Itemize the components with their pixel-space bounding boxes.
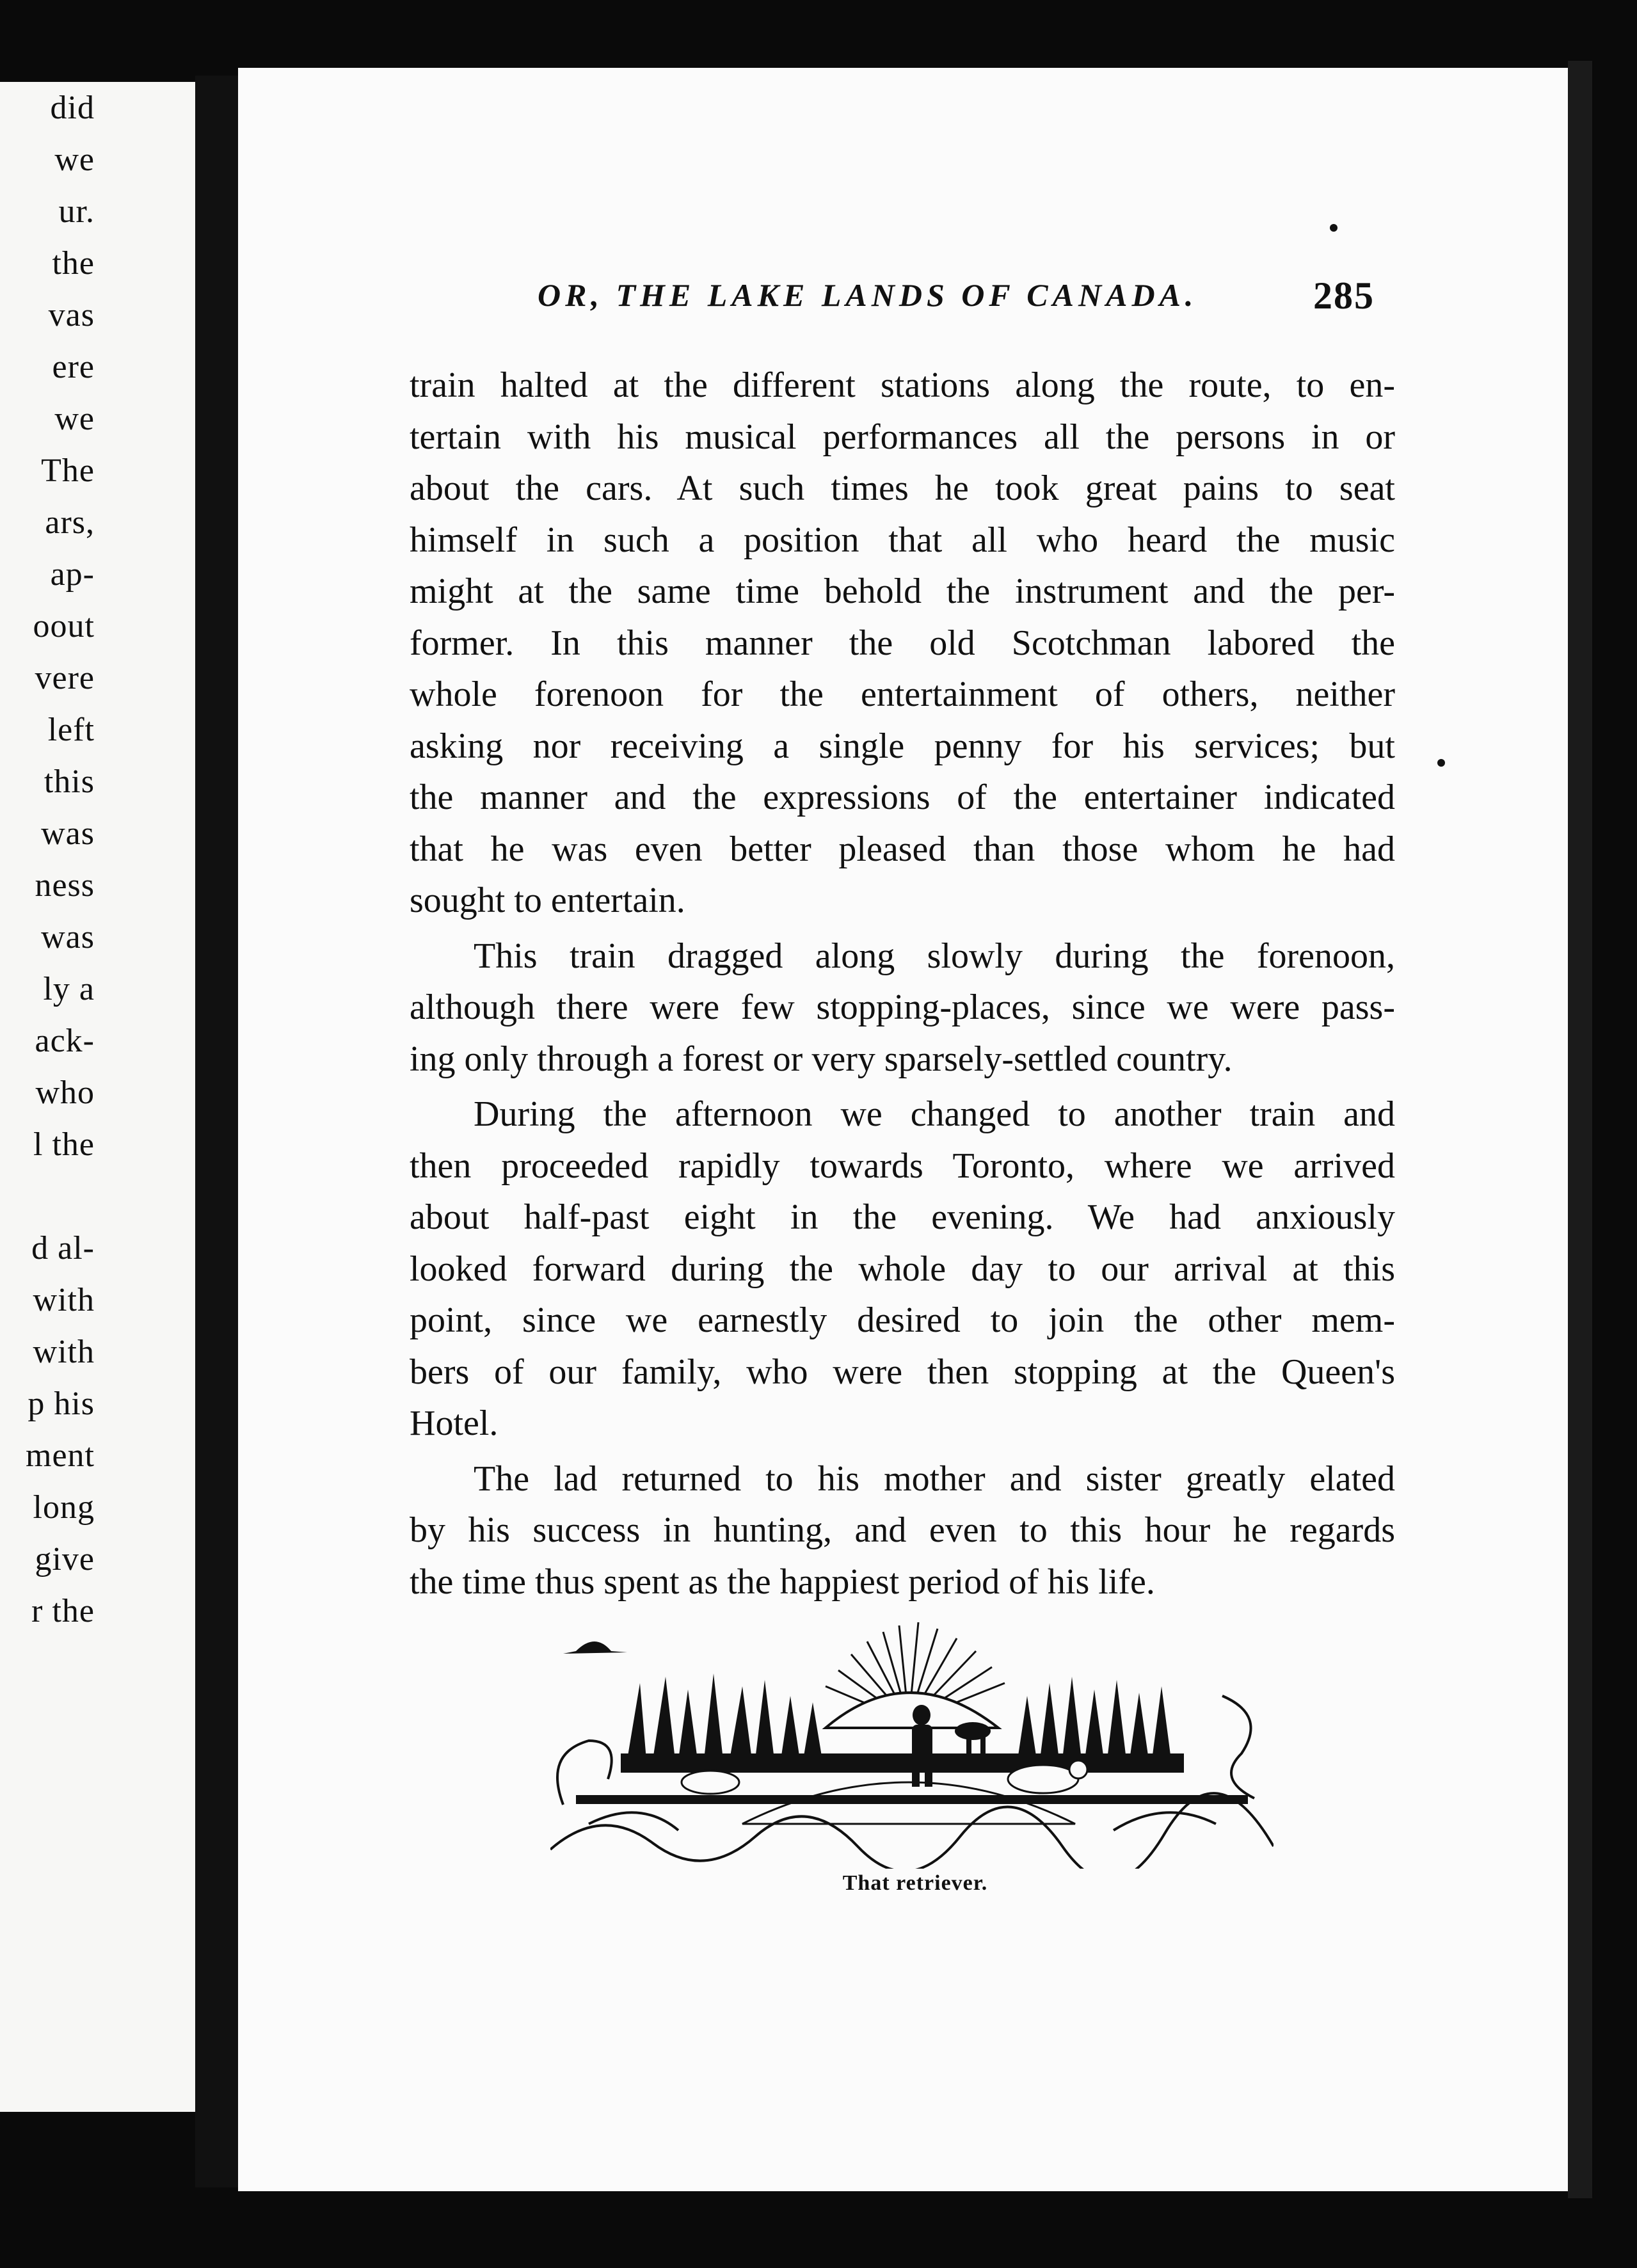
left-page-fragment-line: long [33,1489,95,1526]
text-line: looked forward during the whole day to our arrival at this [410,1249,1395,1289]
running-head: OR, THE LAKE LANDS OF CANADA. [538,277,1198,313]
text-line: although there were few stopping-places, since we were pass- [410,987,1395,1027]
text-line: then proceeded rapidly towards Toronto, where we arrived [410,1146,1395,1186]
body-text [410,360,1395,1608]
paragraph [410,1089,1395,1449]
left-page-fragment-line: ack- [35,1023,95,1059]
page-edge-shadow [1568,61,1592,2198]
left-page-fragment-line: The [41,452,95,489]
text-line: former. In this manner the old Scotchman labored the [410,623,1395,663]
left-page-fragment-line: ment [26,1437,95,1474]
left-page-fragment-line: oout [33,608,95,644]
text-line: asking nor receiving a single penny for his services; but [410,726,1395,766]
left-page-fragment-line: who [35,1074,95,1111]
text-line: Hotel. [410,1403,499,1443]
left-page-fragment-line: p his [28,1386,95,1422]
text-line: might at the same time behold the instrument and the per- [410,571,1395,611]
text-line: himself in such a position that all who heard the music [410,520,1395,560]
left-page-fragment [0,82,195,2112]
text-line: This train dragged along slowly during the forenoon, [474,936,1395,976]
text-line: The lad returned to his mother and sister greatly elated [474,1458,1395,1499]
text-line: whole forenoon for the entertainment of others, neither [410,675,1395,714]
ink-speck [1330,224,1338,232]
illustration-caption: That retriever. [842,1871,988,1895]
left-page-fragment-line: ars, [45,504,95,541]
left-page-fragment-line: ur. [58,193,95,230]
left-page-fragment-line [0,1170,95,1222]
paragraph [410,360,1395,927]
left-page-fragment-line: vas [48,297,95,333]
left-page-fragment-line: with [33,1334,95,1370]
left-page-fragment-line: ness [35,867,95,904]
left-page-fragment-line: ly a [43,971,95,1007]
text-line: bers of our family, who were then stopping at the Queen's [410,1352,1395,1392]
left-page-fragment-line: we [54,141,95,178]
left-page-fragment-line: ere [52,349,95,385]
left-page-fragment-line: with [33,1282,95,1318]
book-gutter [195,76,240,2187]
left-page-fragment-line: l the [33,1126,95,1163]
paragraph [410,1453,1395,1608]
text-line: about half-past eight in the evening. We had anxiously [410,1197,1395,1237]
page-number: 285 [1313,275,1375,317]
text-line: about the cars. At such times he took great pains to seat [410,468,1395,508]
left-page-fragment-line: left [47,712,95,748]
text-line: sought to entertain. [410,881,685,920]
ink-speck [1437,759,1445,767]
left-page-fragment-line: was [41,919,95,955]
text-line: train halted at the different stations along the route, to en- [410,365,1395,405]
left-page-fragment-line: did [50,90,95,126]
left-page-fragment-line: give [35,1541,95,1577]
text-line: ing only through a forest or very sparsely-settled country. [410,1039,1233,1079]
text-line: by his success in hunting, and even to this hour he regards [410,1510,1395,1550]
left-page-fragment-line: d al- [31,1230,95,1266]
paragraph [410,930,1395,1085]
text-line: tertain with his musical performances all the persons in or [410,417,1395,457]
left-page-fragment-line: vere [35,660,95,696]
hat-vignette [563,1641,627,1654]
left-page-fragment-line: this [44,763,95,800]
retriever-illustration [550,1613,1274,1869]
text-line: During the afternoon we changed to another train and [474,1094,1395,1134]
left-page-fragment-line: was [41,815,95,852]
left-page-fragment-line: ap- [50,556,95,593]
text-line: the time thus spent as the happiest period of his life. [410,1561,1155,1602]
text-line: the manner and the expressions of the entertainer indicated [410,778,1395,817]
text-line: that he was even better pleased than those whom he had [410,829,1395,869]
left-page-fragment-line: we [54,401,95,437]
left-page-fragment-line: the [52,245,95,282]
left-page-text-fragments [0,82,95,1963]
text-line: point, since we earnestly desired to join the other mem- [410,1300,1395,1340]
left-page-fragment-line: r the [31,1593,95,1629]
